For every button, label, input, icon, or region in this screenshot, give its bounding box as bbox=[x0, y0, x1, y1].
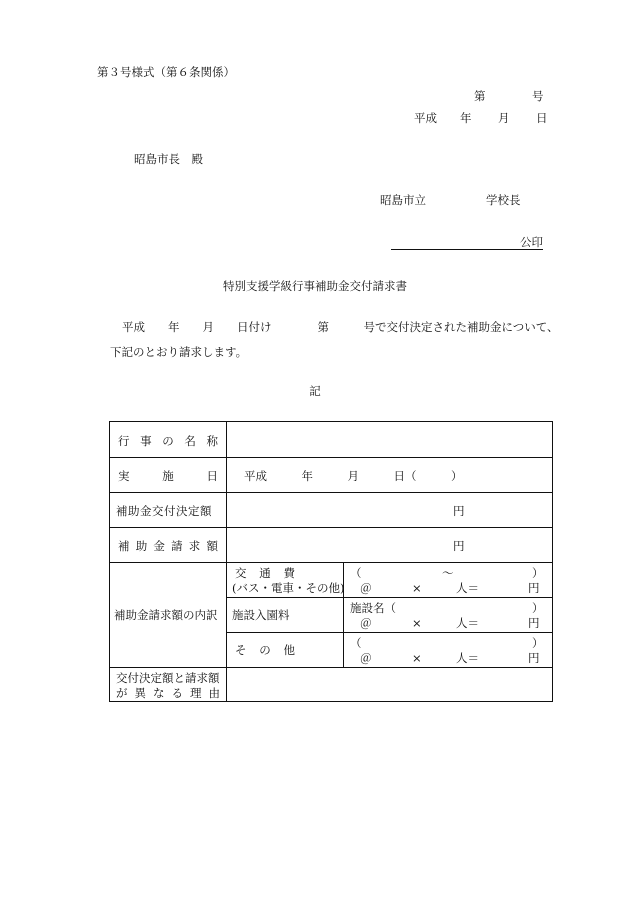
col-divider bbox=[343, 562, 344, 667]
row-divider bbox=[110, 562, 552, 563]
decided-amount-label: 補助金交付決定額 bbox=[116, 504, 212, 518]
doc-no-suffix: 号 bbox=[532, 89, 544, 103]
sender-title: 学校長 bbox=[486, 193, 521, 207]
transport-range-tilde: ～ bbox=[442, 566, 454, 580]
request-amount-label: 補 助 金 請 求 額 bbox=[118, 539, 218, 553]
seal-line bbox=[391, 235, 543, 250]
addressee: 昭島市長 殿 bbox=[134, 152, 203, 166]
sub-row-divider bbox=[226, 597, 552, 598]
form-number: 第３号様式（第６条関係） bbox=[97, 65, 235, 79]
date-month: 月 bbox=[498, 111, 510, 125]
seal-label: 公印 bbox=[520, 235, 543, 249]
other-close: ） bbox=[532, 636, 544, 650]
facility-calc: ＠ × 人＝ 円 bbox=[360, 616, 540, 630]
facility-name-close: ） bbox=[532, 601, 544, 615]
col-divider bbox=[226, 422, 227, 702]
event-date-label: 実 施 日 bbox=[118, 469, 218, 483]
ki-heading: 記 bbox=[309, 384, 321, 398]
document-number bbox=[474, 88, 544, 104]
body-line-1: 平成 年 月 日付け 第 号で交付決定された補助金について、 bbox=[122, 320, 559, 334]
date-era: 平成 bbox=[414, 111, 437, 125]
document-title: 特別支援学級行事補助金交付請求書 bbox=[223, 279, 407, 293]
other-label: そ の 他 bbox=[235, 643, 295, 657]
date-day: 日 bbox=[536, 111, 548, 125]
facility-name-open: 施設名（ bbox=[350, 601, 396, 615]
transport-calc: ＠ × 人＝ 円 bbox=[360, 581, 540, 595]
other-open: （ bbox=[350, 636, 362, 650]
date-year: 年 bbox=[460, 111, 472, 125]
doc-no-label: 第 bbox=[474, 89, 486, 103]
issue-date bbox=[414, 110, 548, 126]
request-amount-unit: 円 bbox=[453, 539, 465, 553]
facility-label: 施設入園料 bbox=[232, 608, 290, 622]
sender bbox=[380, 192, 521, 208]
transport-range-close: ） bbox=[532, 566, 544, 580]
decided-amount-unit: 円 bbox=[453, 504, 465, 518]
reason-label-line2: が 異 な る 理 由 bbox=[116, 686, 220, 700]
sender-city: 昭島市立 bbox=[380, 193, 426, 207]
sub-row-divider bbox=[226, 632, 552, 633]
row-divider bbox=[110, 492, 552, 493]
other-calc: ＠ × 人＝ 円 bbox=[360, 651, 540, 665]
row-divider bbox=[110, 457, 552, 458]
transport-sublabel: (バス・電車・その他) bbox=[232, 581, 345, 595]
row-divider bbox=[110, 527, 552, 528]
transport-label: 交 通 費 bbox=[235, 566, 295, 580]
row-divider bbox=[110, 667, 552, 668]
event-name-label: 行 事 の 名 称 bbox=[118, 434, 218, 448]
request-table bbox=[109, 421, 553, 702]
body-line-2: 下記のとおり請求します。 bbox=[110, 345, 248, 359]
event-date-value: 平成 年 月 日（ ） bbox=[244, 469, 463, 483]
reason-label-line1: 交付決定額と請求額 bbox=[116, 671, 220, 685]
breakdown-label: 補助金請求額の内訳 bbox=[114, 608, 218, 622]
transport-range-open: （ bbox=[350, 566, 362, 580]
